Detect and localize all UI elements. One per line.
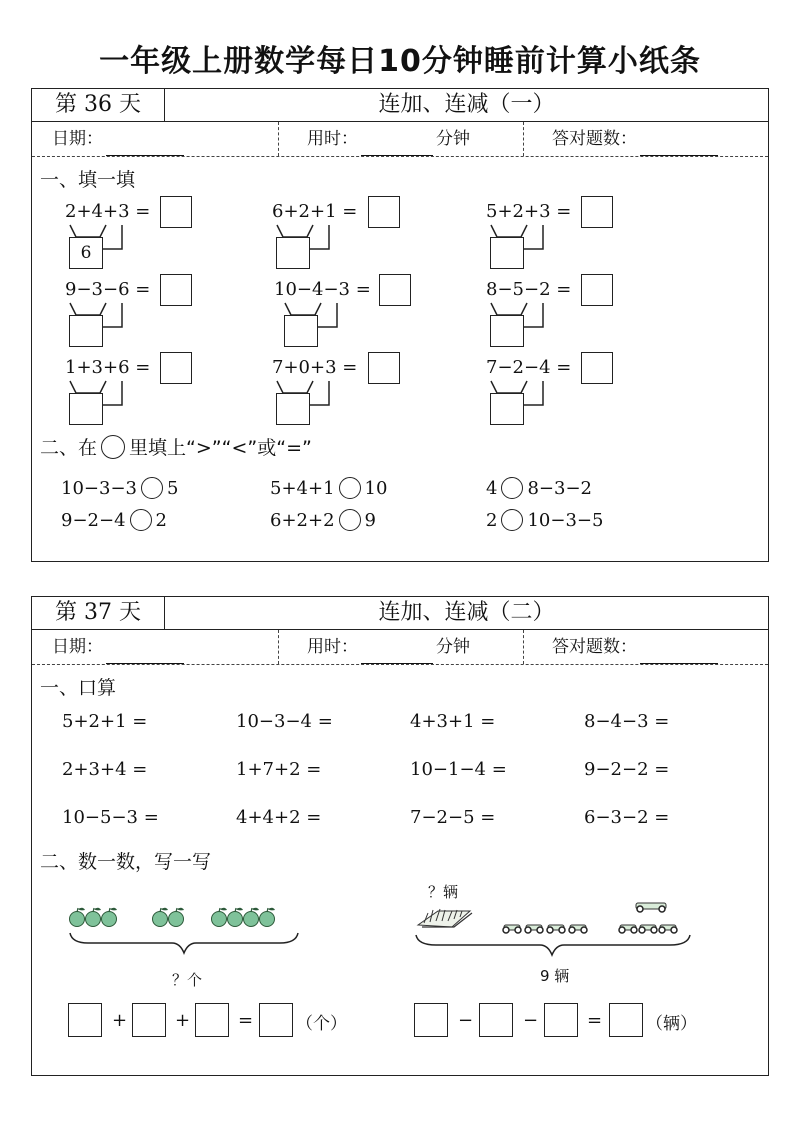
apples-box-1[interactable] — [68, 1003, 102, 1037]
day36-topic: 连加、连减（一） — [378, 92, 555, 117]
oral-8: 9−2−2 = — [584, 759, 670, 780]
day37-info-row — [32, 630, 768, 665]
exercise-5-answer-box[interactable] — [379, 274, 411, 306]
score-blank[interactable] — [640, 133, 718, 156]
exercise-3-answer-box[interactable] — [581, 196, 613, 228]
time-field[interactable]: 用时： 分钟 — [307, 630, 470, 664]
cars-box-2[interactable] — [479, 1003, 513, 1037]
day37-section1-heading: 一、口算 — [40, 677, 117, 699]
exercise-1-intermediate-box[interactable]: 6 — [69, 237, 103, 269]
exercise-4-expr: 9−3−6 = — [65, 279, 151, 300]
day37-topic: 连加、连减（二） — [378, 600, 555, 625]
compare-1-circle[interactable] — [141, 477, 163, 499]
exercise-2-intermediate-box[interactable] — [276, 237, 310, 269]
time-field[interactable]: 用时： 分钟 — [307, 122, 470, 156]
score-field[interactable]: 答对题数： — [552, 630, 721, 664]
exercise-8-intermediate-box[interactable] — [276, 393, 310, 425]
exercise-9-expr: 7−2−4 = — [486, 357, 572, 378]
compare-2-circle[interactable] — [339, 477, 361, 499]
day36-card — [31, 88, 769, 562]
apples-plus-1: + — [112, 1010, 128, 1031]
date-field[interactable]: 日期： — [52, 630, 187, 664]
cars-equals: = — [587, 1010, 603, 1031]
time-blank[interactable] — [361, 641, 433, 664]
exercise-8-expr: 7+0+3 = — [272, 357, 358, 378]
exercise-7-answer-box[interactable] — [160, 352, 192, 384]
exercise-2-answer-box[interactable] — [368, 196, 400, 228]
worksheet-title: 一年级上册数学每日10分钟睡前计算小纸条 — [99, 44, 701, 79]
exercise-4-intermediate-box[interactable] — [69, 315, 103, 347]
exercise-3-expr: 5+2+3 = — [486, 201, 572, 222]
day36-info-row — [32, 122, 768, 157]
apples-total-label: ？个 — [172, 971, 203, 989]
apples-equals: = — [238, 1010, 254, 1031]
compare-3: 4 8−3−2 — [486, 478, 592, 499]
score-blank[interactable] — [640, 641, 718, 664]
day36-header — [32, 89, 768, 122]
exercise-7-intermediate-box[interactable] — [69, 393, 103, 425]
oral-5: 2+3+4 = — [62, 759, 148, 780]
cars-illustration — [414, 897, 694, 967]
date-blank[interactable] — [106, 133, 184, 156]
exercise-6-expr: 8−5−2 = — [486, 279, 572, 300]
cars-box-3[interactable] — [544, 1003, 578, 1037]
oral-9: 10−5−3 = — [62, 807, 159, 828]
exercise-6-intermediate-box[interactable] — [490, 315, 524, 347]
exercise-9-intermediate-box[interactable] — [490, 393, 524, 425]
oral-7: 10−1−4 = — [410, 759, 507, 780]
oral-2: 10−3−4 = — [236, 711, 333, 732]
time-blank[interactable] — [361, 133, 433, 156]
compare-5: 6+2+2 9 — [270, 510, 376, 531]
apples-box-2[interactable] — [132, 1003, 166, 1037]
cars-unit: （辆） — [646, 1014, 697, 1034]
exercise-2-expr: 6+2+1 = — [272, 201, 358, 222]
apples-unit: （个） — [296, 1014, 347, 1034]
exercise-1-answer-box[interactable] — [160, 196, 192, 228]
compare-3-circle[interactable] — [501, 477, 523, 499]
apples-illustration — [68, 905, 308, 965]
cars-box-1[interactable] — [414, 1003, 448, 1037]
oral-4: 8−4−3 = — [584, 711, 670, 732]
exercise-5-intermediate-box[interactable] — [284, 315, 318, 347]
compare-1: 10−3−3 5 — [61, 478, 179, 499]
day36-section1-heading: 一、填一填 — [40, 169, 136, 191]
exercise-7-expr: 1+3+6 = — [65, 357, 151, 378]
day37-header — [32, 597, 768, 630]
day36-label: 第 36 天 — [32, 89, 165, 121]
compare-6-circle[interactable] — [501, 509, 523, 531]
oral-12: 6−3−2 = — [584, 807, 670, 828]
cars-total-label: 9 辆 — [540, 967, 570, 985]
apples-box-3[interactable] — [195, 1003, 229, 1037]
oral-3: 4+3+1 = — [410, 711, 496, 732]
compare-6: 2 10−3−5 — [486, 510, 604, 531]
compare-5-circle[interactable] — [339, 509, 361, 531]
exercise-4-answer-box[interactable] — [160, 274, 192, 306]
apples-plus-2: + — [175, 1010, 191, 1031]
cars-result-box[interactable] — [609, 1003, 643, 1037]
exercise-1-expr: 2+4+3 = — [65, 201, 151, 222]
cars-question-label: ？辆 — [428, 883, 459, 901]
exercise-5-expr: 10−4−3 = — [274, 279, 371, 300]
apples-result-box[interactable] — [259, 1003, 293, 1037]
score-field[interactable]: 答对题数： — [552, 122, 721, 156]
exercise-3-intermediate-box[interactable] — [490, 237, 524, 269]
day37-label: 第 37 天 — [32, 597, 165, 629]
cars-minus-1: − — [458, 1010, 474, 1031]
oral-6: 1+7+2 = — [236, 759, 322, 780]
compare-2: 5+4+1 10 — [270, 478, 388, 499]
oral-10: 4+4+2 = — [236, 807, 322, 828]
exercise-6-answer-box[interactable] — [581, 274, 613, 306]
day36-section2-heading: 二、在 里填上“>”“<”或“=” — [40, 437, 312, 459]
exercise-8-answer-box[interactable] — [368, 352, 400, 384]
oral-11: 7−2−5 = — [410, 807, 496, 828]
date-field[interactable]: 日期： — [52, 122, 187, 156]
compare-4: 9−2−4 2 — [61, 510, 167, 531]
circle-symbol-icon — [101, 435, 125, 459]
cars-minus-2: − — [523, 1010, 539, 1031]
oral-1: 5+2+1 = — [62, 711, 148, 732]
day37-card — [31, 596, 769, 1076]
exercise-9-answer-box[interactable] — [581, 352, 613, 384]
compare-4-circle[interactable] — [130, 509, 152, 531]
date-blank[interactable] — [106, 641, 184, 664]
day37-section2-heading: 二、数一数，写一写 — [40, 851, 212, 873]
